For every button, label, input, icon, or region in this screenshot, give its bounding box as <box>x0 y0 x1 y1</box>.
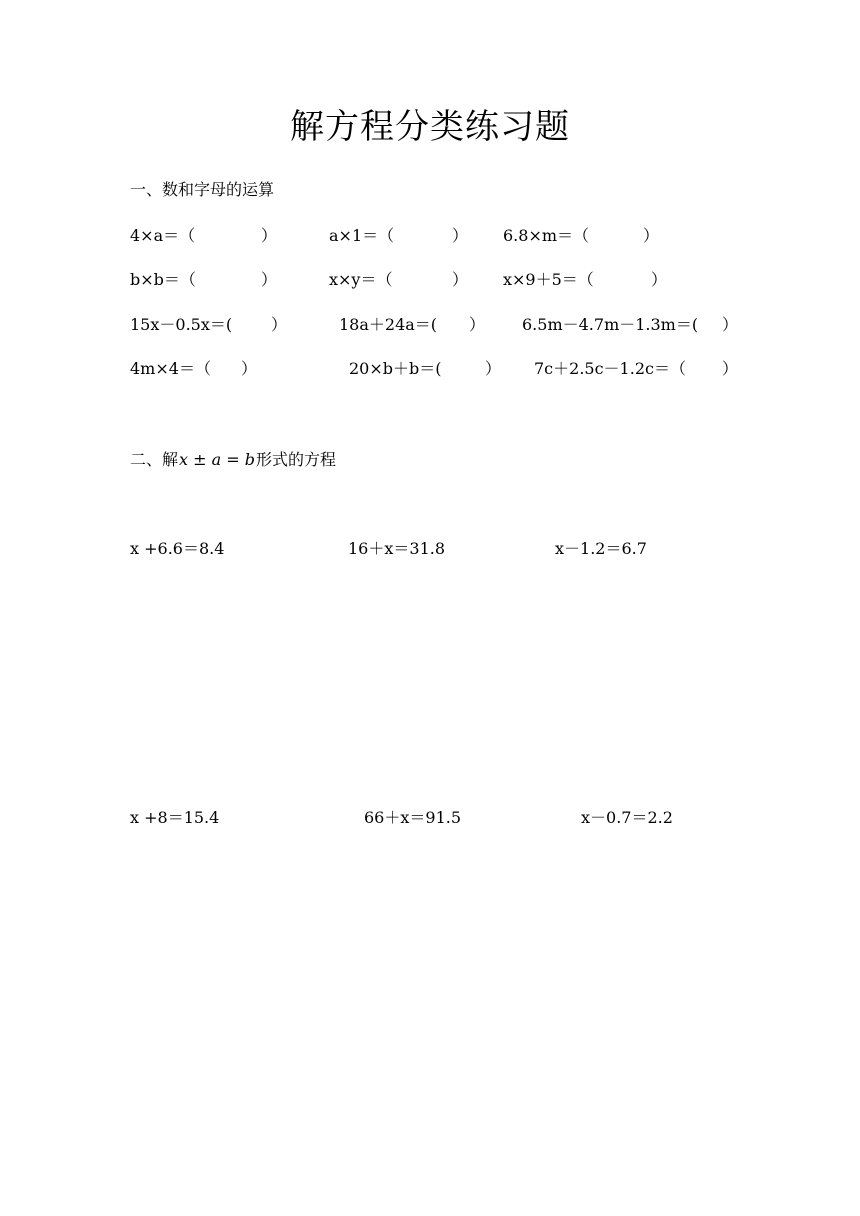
equation-x-minus-1-2: x－1.2＝6.7 <box>555 539 647 558</box>
expression-4mx4: 4m×4＝（ <box>130 359 211 378</box>
section-2-heading-formula: x ± a = b <box>179 450 255 469</box>
answer-paren-close: ） <box>241 359 258 378</box>
answer-paren-close: ） <box>485 359 502 378</box>
expression-ax1: a×1＝（ <box>329 226 395 245</box>
answer-paren-close: ） <box>722 315 739 334</box>
expression-6-5m-4-7m-1-3m: 6.5m－4.7m－1.3m＝( <box>522 315 699 334</box>
expression-bxb: b×b＝（ <box>130 270 196 289</box>
expression-15x-0-5x: 15x－0.5x＝( <box>130 315 233 334</box>
worksheet-title: 解方程分类练习题 <box>290 107 570 147</box>
equation-x-plus-6-6: x +6.6＝8.4 <box>130 539 225 558</box>
section-2-heading-suffix: 形式的方程 <box>255 450 336 469</box>
answer-paren-close: ） <box>271 315 288 334</box>
expression-xxy: x×y＝（ <box>329 270 393 289</box>
answer-paren-close: ） <box>651 270 668 289</box>
answer-paren-close: ） <box>469 315 486 334</box>
section-2-heading <box>130 448 336 472</box>
answer-paren-close: ） <box>261 270 278 289</box>
equation-x-minus-0-7: x－0.7＝2.2 <box>581 808 673 827</box>
expression-20xb-plus-b: 20×b＋b＝( <box>349 359 442 378</box>
answer-paren-close: ） <box>452 226 469 245</box>
answer-paren-close: ） <box>261 226 278 245</box>
answer-paren-close: ） <box>452 270 469 289</box>
expression-6-8xm: 6.8×m＝（ <box>503 226 590 245</box>
equation-x-plus-8: x +8＝15.4 <box>130 808 220 827</box>
expression-18a-plus-24a: 18a＋24a＝( <box>339 315 438 334</box>
expression-xx9plus5: x×9＋5＝（ <box>503 270 594 289</box>
expression-7c-2-5c-1-2c: 7c＋2.5c－1.2c＝（ <box>534 359 686 378</box>
equation-16-plus-x: 16＋x＝31.8 <box>348 539 446 558</box>
answer-paren-close: ） <box>722 359 739 378</box>
answer-paren-close: ） <box>643 226 660 245</box>
expression-4xa: 4×a＝（ <box>130 226 196 245</box>
equation-66-plus-x: 66＋x＝91.5 <box>364 808 462 827</box>
section-2-heading-prefix: 二、解 <box>130 450 179 469</box>
section-1-heading: 一、数和字母的运算 <box>130 180 275 199</box>
